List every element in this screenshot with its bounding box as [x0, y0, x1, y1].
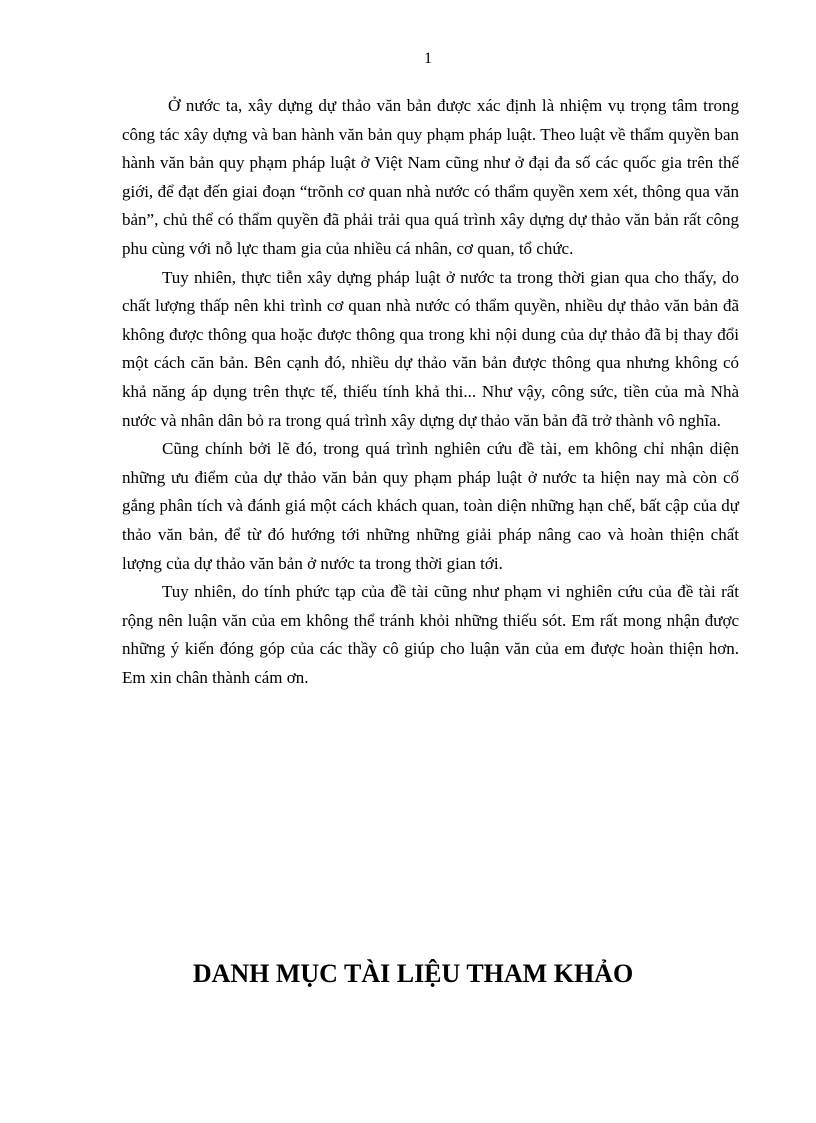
paragraph-research: Cũng chính bởi lẽ đó, trong quá trình nghiên cứu đề tài, em không chỉ nhận diện những ưu điểm của dự thảo văn bản quy phạm pháp luật ở nước ta hiện nay mà còn cố gắng phân tích và đánh giá một cách khách quan, toàn diện những hạn chế, bất cập của dự thảo văn bản, để từ đó hướng tới những những giải pháp nâng cao và hoàn thiện chất lượng của dự thảo văn bản ở nước ta trong thời gian tới.: [122, 439, 739, 573]
page-number: 1: [424, 50, 432, 67]
body-text: [122, 92, 739, 692]
paragraph-intro: Ở nước ta, xây dựng dự thảo văn bản được xác định là nhiệm vụ trọng tâm trong công tác xây dựng và ban hành văn bản quy phạm pháp luật. Theo luật về thẩm quyền ban hành văn bản quy phạm pháp luật ở Việt Nam cũng như ở đại đa số các quốc gia trên thế giới, để đạt đến giai đoạn “trõnh cơ quan nhà nước có thẩm quyền xem xét, thông qua văn bản”, chủ thể có thẩm quyền đã phải trải qua quá trình xây dựng dự thảo văn bản rất công phu cùng với nỗ lực tham gia của nhiều cá nhân, cơ quan, tổ chức.: [122, 96, 739, 258]
paragraph-closing: Tuy nhiên, do tính phức tạp của đề tài cũng như phạm vi nghiên cứu của đề tài rất rộng nên luận văn của em không thể tránh khỏi những thiếu sót. Em rất mong nhận được những ý kiến đóng góp của các thầy cô giúp cho luận văn của em được hoàn thiện hơn. Em xin chân thành cám ơn.: [122, 582, 739, 687]
paragraph-reality: Tuy nhiên, thực tiễn xây dựng pháp luật ở nước ta trong thời gian qua cho thấy, do chất lượng thấp nên khi trình cơ quan nhà nước có thẩm quyền, nhiều dự thảo văn bản đã không được thông qua hoặc được thông qua trong khi nội dung của dự thảo đã bị thay đổi một cách căn bản. Bên cạnh đó, nhiều dự thảo văn bản được thông qua nhưng không có khả năng áp dụng trên thực tế, thiếu tính khả thi... Như vậy, công sức, tiền của mà Nhà nước và nhân dân bỏ ra trong quá trình xây dựng dự thảo văn bản đã trở thành vô nghĩa.: [122, 267, 739, 430]
references-heading: DANH MỤC TÀI LIỆU THAM KHẢO: [192, 959, 634, 988]
